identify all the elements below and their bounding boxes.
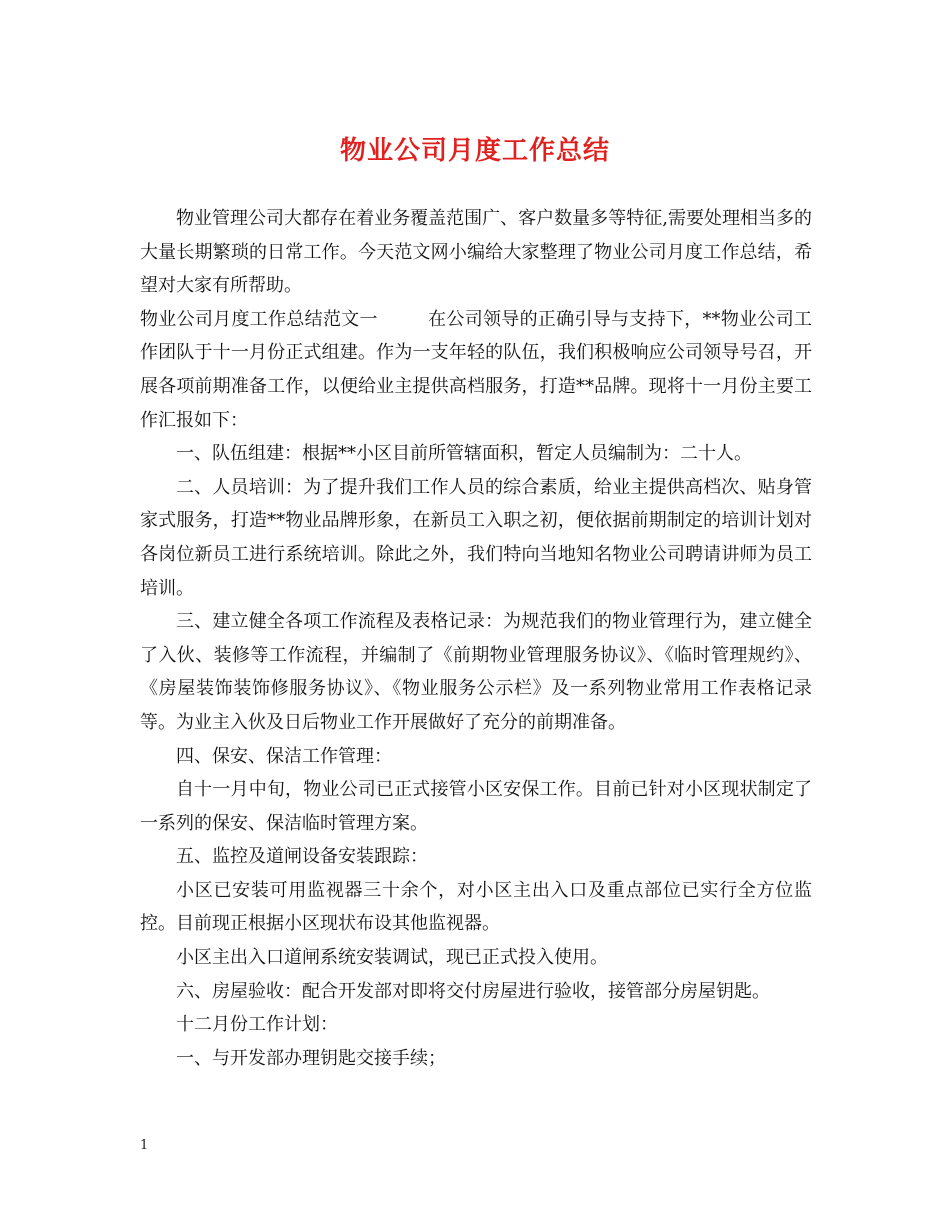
body-paragraph: 二、人员培训：为了提升我们工作人员的综合素质，给业主提供高档次、贴身管家式服务，打造**物业品牌形象，在新员工入职之初，便依据前期制定的培训计划对各岗位新员工进行系统培训。除此之外，我们特向当地知名物业公司聘请讲师为员工培训。 — [140, 476, 812, 599]
body-paragraph: 一、队伍组建：根据**小区目前所管辖面积，暂定人员编制为：二十人。 — [176, 443, 752, 465]
body-paragraph: 自十一月中旬，物业公司已正式接管小区安保工作。目前已针对小区现状制定了一系列的保安、保洁临时管理方案。 — [140, 779, 812, 834]
body-paragraph: 十二月份工作计划： — [176, 1014, 338, 1036]
body-paragraph: 三、建立健全各项工作流程及表格记录：为规范我们的物业管理行为，建立健全了入伙、装修等工作流程，并编制了《前期物业管理服务协议》、《临时管理规约》、《房屋装饰装饰修服务协议》、《物业服务公示栏》及一系列物业常用工作表格记录等。为业主入伙及日后物业工作开展做好了充分的前期准备。 — [140, 611, 812, 733]
section-heading: 物业公司月度工作总结范文一 — [140, 308, 378, 330]
body-paragraph: 六、房屋验收：配合开发部对即将交付房屋进行验收，接管部分房屋钥匙。 — [176, 980, 770, 1002]
body-paragraph: 一、与开发部办理钥匙交接手续； — [176, 1047, 446, 1069]
section-paragraph — [140, 303, 812, 437]
section-opening: 在公司领导的正确引导与支持下，**物业公司工作团队于十一月份正式组建。作为一支年轻的队伍，我们积极响应公司领导号召，开展各项前期准备工作，以便给业主提供高档服务，打造**品牌。现将十一月份主要工作汇报如下： — [140, 308, 813, 431]
intro-paragraph: 物业管理公司大都存在着业务覆盖范围广、客户数量多等特征,需要处理相当多的大量长期繁琐的日常工作。今天范文网小编给大家整理了物业公司月度工作总结，希望对大家有所帮助。 — [140, 208, 812, 297]
body-paragraph: 四、保安、保洁工作管理： — [176, 745, 392, 767]
page-number: 1 — [140, 1138, 149, 1153]
body-paragraph: 五、监控及道闸设备安装跟踪： — [176, 846, 428, 868]
document-title: 物业公司月度工作总结 — [339, 136, 610, 166]
body-paragraph: 小区主出入口道闸系统安装调试，现已正式投入使用。 — [176, 947, 608, 969]
document-body — [140, 202, 812, 1075]
body-paragraph: 小区已安装可用监视器三十余个，对小区主出入口及重点部位已实行全方位监控。目前现正根据小区现状布设其他监视器。 — [140, 879, 812, 935]
